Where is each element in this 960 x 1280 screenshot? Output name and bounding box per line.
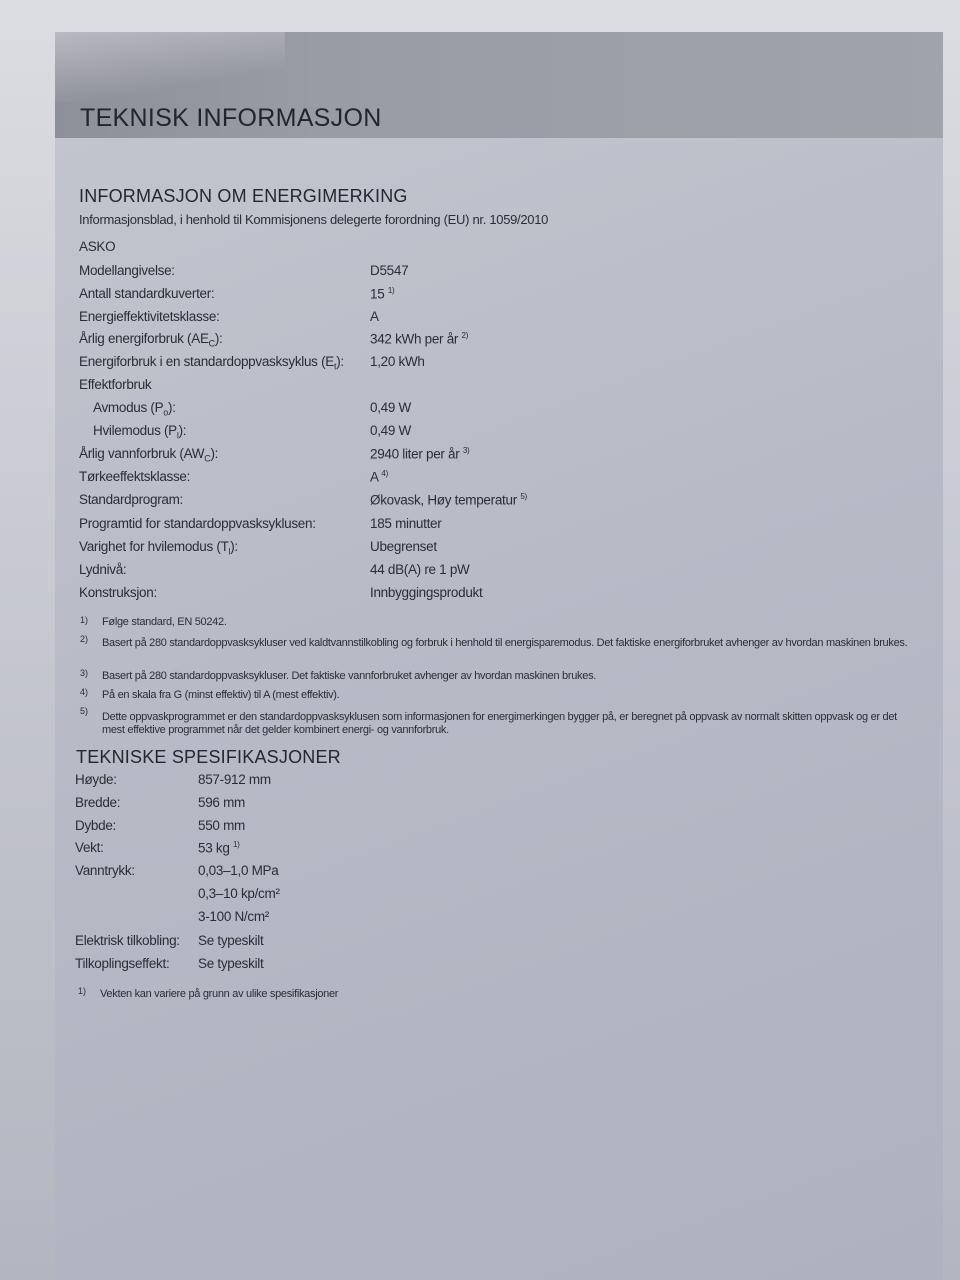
spec-value-depth: 550 mm	[198, 818, 245, 833]
energy-intro: Informasjonsblad, i henhold til Kommisjonens delegerte forordning (EU) nr. 1059/2010	[79, 212, 549, 227]
footnote-number: 4)	[80, 687, 89, 697]
spec-label-depth: Dybde:	[75, 818, 116, 833]
row-label-construction: Konstruksjon:	[79, 585, 157, 600]
row-value-noise: 44 dB(A) re 1 pW	[370, 562, 470, 577]
spec-value-water-pressure-kp: 0,3–10 kp/cm²	[198, 886, 280, 901]
row-value-annual-energy: 342 kWh per år $^{2)}$	[370, 331, 469, 347]
brand-name: ASKO	[79, 239, 116, 254]
footnote-text: Følge standard, EN 50242.	[102, 616, 227, 628]
spec-value-weight: 53 kg $^{1)}$	[198, 840, 240, 856]
row-value-standard-program: Økovask, Høy temperatur $^{5)}$	[370, 492, 527, 508]
footnote-text: Basert på 280 standardoppvasksykluser ved kaldtvannstilkobling og forbruk i henhold til energisparemodus. Det faktiske energiforbruket avhenger av hvordan maskinen brukes.	[102, 637, 908, 649]
energy-heading: INFORMASJON OM ENERGIMERKING	[79, 186, 408, 206]
row-value-off-mode: 0,49 W	[370, 400, 411, 415]
footnote-text: På en skala fra G (minst effektiv) til A (mest effektiv).	[102, 689, 340, 701]
row-label-left-on-duration: Varighet for hvilemodus $(T_l)$:	[79, 539, 238, 557]
spec-label-height: Høyde:	[75, 772, 117, 787]
row-label-model: Modellangivelse:	[79, 263, 175, 278]
spec-label-electrical: Elektrisk tilkobling:	[75, 933, 180, 948]
spec-value-water-pressure-n: 3-100 N/cm²	[198, 909, 269, 924]
specs-footnote-text: Vekten kan variere på grunn av ulike spesifikasjoner	[100, 988, 339, 1000]
row-value-model: D5547	[370, 263, 409, 278]
footnote-text: Basert på 280 standardoppvasksykluser. Det faktiske vannforbruket avhenger av hvordan maskinen brukes.	[102, 670, 597, 682]
spec-value-connected-load: Se typeskilt	[198, 956, 264, 971]
specs-heading: TEKNISKE SPESIFIKASJONER	[76, 747, 341, 767]
row-label-annual-energy: Årlig energiforbruk $(AE_C)$:	[79, 331, 223, 349]
row-value-left-on-mode: 0,49 W	[370, 423, 411, 438]
row-value-energy-class: A	[370, 309, 379, 324]
row-value-construction: Innbyggingsprodukt	[370, 585, 483, 600]
row-label-standard-program: Standardprogram:	[79, 492, 184, 507]
row-label-left-on-mode: Hvilemodus $(P_l)$:	[93, 423, 187, 441]
row-label-annual-water: Årlig vannforbruk $(AW_C)$:	[79, 446, 219, 464]
row-label-off-mode: Avmodus $(P_o)$:	[93, 400, 176, 418]
spec-label-connected-load: Tilkoplingseffekt:	[75, 956, 170, 971]
banner-decoration	[55, 32, 285, 102]
spec-value-electrical: Se typeskilt	[198, 933, 264, 948]
spec-label-water-pressure: Vanntrykk:	[75, 863, 135, 878]
spec-label-weight: Vekt:	[75, 840, 104, 855]
row-value-annual-water: 2940 liter per år $^{3)}$	[370, 446, 470, 462]
footnote-text: Dette oppvaskprogrammet er den standardoppvasksyklusen som informasjonen for energimerkingen bygger på, er beregnet på oppvask av normalt skitten oppvask og er det mest effektive programmet når det gelder kombinert energi- og vannforbruk.	[102, 711, 897, 736]
page-title: TEKNISK INFORMASJON	[80, 104, 382, 132]
row-value-left-on-duration: Ubegrenset	[370, 539, 437, 554]
spec-value-water-pressure-mpa: 0,03–1,0 MPa	[198, 863, 279, 878]
row-label-energy-class: Energieffektivitetsklasse:	[79, 309, 220, 324]
row-value-cycle-energy: 1,20 kWh	[370, 354, 425, 369]
row-label-drying-class: Tørkeeffektsklasse:	[79, 469, 191, 484]
spec-label-width: Bredde:	[75, 795, 121, 810]
spec-value-width: 596 mm	[198, 795, 245, 810]
row-value-drying-class: A $^{4)}$	[370, 469, 388, 485]
footnote-number: 5)	[80, 706, 89, 716]
specs-footnote-number: 1)	[78, 986, 87, 996]
row-label-noise: Lydnivå:	[79, 562, 127, 577]
row-label-power: Effektforbruk	[79, 377, 152, 392]
spec-value-height: 857-912 mm	[198, 772, 271, 787]
row-label-place-settings: Antall standardkuverter:	[79, 286, 215, 301]
footnote-number: 1)	[80, 615, 89, 625]
row-label-program-time: Programtid for standardoppvasksyklusen:	[79, 516, 316, 531]
row-value-program-time: 185 minutter	[370, 516, 442, 531]
row-label-cycle-energy: Energiforbruk i en standardoppvasksyklus $(E_t)$:	[79, 354, 344, 372]
footnote-number: 2)	[80, 634, 89, 644]
row-value-place-settings: 15 $^{1)}$	[370, 286, 395, 302]
footnote-number: 3)	[80, 668, 89, 678]
